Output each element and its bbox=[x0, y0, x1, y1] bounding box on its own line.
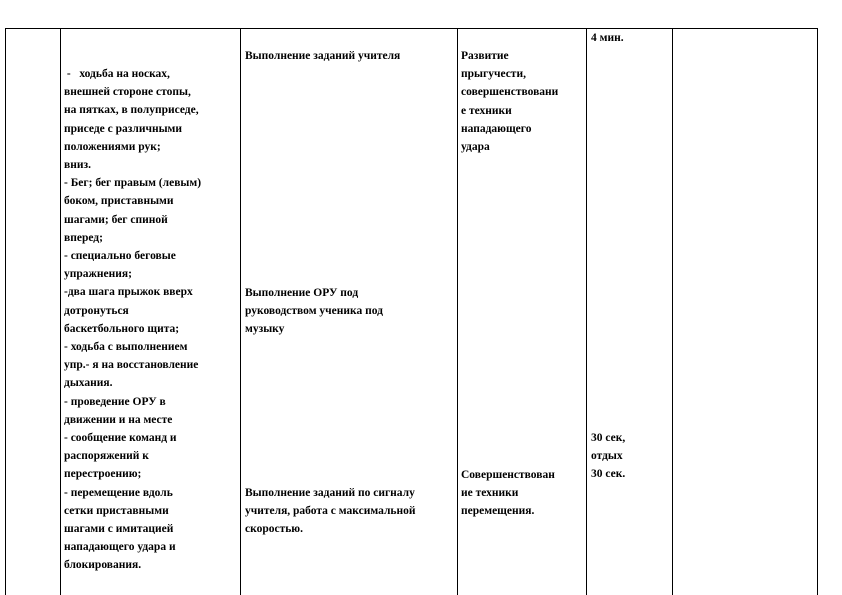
text-line: отдых bbox=[591, 450, 623, 463]
text-line: удара bbox=[461, 141, 490, 154]
text-line: - перемещение вдоль bbox=[64, 486, 173, 499]
text-line: - Бег; бег правым (левым) bbox=[64, 177, 202, 190]
text-line: вниз. bbox=[64, 159, 91, 172]
text-line: скоростью. bbox=[245, 523, 303, 536]
text-line: прыгучести, bbox=[461, 68, 526, 81]
text-line: 4 мин. bbox=[591, 32, 624, 44]
duration-cell-1 bbox=[591, 29, 624, 47]
text-line: нападающего удара и bbox=[64, 541, 176, 554]
duration-cell-2 bbox=[591, 429, 625, 484]
text-line: нападающего bbox=[461, 122, 532, 135]
text-line: совершенствовани bbox=[461, 86, 559, 99]
text-line: 30 сек, bbox=[591, 432, 626, 444]
text-line: шагами с имитацией bbox=[64, 523, 174, 536]
text-line: боком, приставными bbox=[64, 195, 174, 208]
table-border-col-4 bbox=[586, 28, 587, 595]
text-line: - ходьба на носках, bbox=[64, 68, 170, 80]
goal-cell-2 bbox=[461, 466, 555, 521]
student-activity-cell-1 bbox=[245, 47, 400, 65]
text-line: Совершенствован bbox=[461, 469, 555, 481]
table-border-col-0 bbox=[5, 28, 6, 595]
text-line: упражнения; bbox=[64, 268, 132, 281]
table-border-col-3 bbox=[457, 28, 458, 595]
text-line: перестроению; bbox=[64, 468, 142, 481]
text-line: перемещения. bbox=[461, 505, 535, 518]
student-activity-cell-2 bbox=[245, 284, 383, 339]
text-line: дотронуться bbox=[64, 304, 129, 317]
text-line: Выполнение ОРУ под bbox=[245, 287, 359, 299]
table-border-col-5 bbox=[672, 28, 673, 595]
text-line: - сообщение команд и bbox=[64, 432, 177, 445]
table-border-col-1 bbox=[60, 28, 61, 595]
text-line: положениями рук; bbox=[64, 140, 161, 153]
table-top-border bbox=[5, 28, 818, 29]
text-line: вперед; bbox=[64, 231, 103, 244]
text-line: приседе с различными bbox=[64, 122, 183, 135]
table-border-col-2 bbox=[240, 28, 241, 595]
student-activity-cell-3 bbox=[245, 484, 416, 539]
text-line: баскетбольного щита; bbox=[64, 322, 180, 335]
text-line: Выполнение заданий по сигналу bbox=[245, 487, 415, 499]
text-line: ие техники bbox=[461, 487, 519, 500]
text-line: блокирования. bbox=[64, 559, 142, 572]
text-line: движении и на месте bbox=[64, 413, 173, 426]
text-line: 30 сек. bbox=[591, 468, 626, 481]
text-line: Развитие bbox=[461, 50, 509, 62]
text-line: е техники bbox=[461, 104, 512, 117]
table-border-col-6 bbox=[817, 28, 818, 595]
text-line: - специально беговые bbox=[64, 250, 176, 263]
text-line: Выполнение заданий учителя bbox=[245, 50, 401, 62]
text-line: музыку bbox=[245, 323, 285, 336]
text-line: внешней стороне стопы, bbox=[64, 86, 191, 99]
text-line: шагами; бег спиной bbox=[64, 213, 168, 226]
text-line: -два шага прыжок вверх bbox=[64, 286, 193, 299]
text-line: - проведение ОРУ в bbox=[64, 395, 166, 408]
text-line: сетки приставными bbox=[64, 504, 169, 517]
exercise-list-cell bbox=[64, 65, 201, 575]
goal-cell-1 bbox=[461, 47, 558, 156]
text-line: на пятках, в полуприседе, bbox=[64, 104, 199, 117]
text-line: - ходьба с выполнением bbox=[64, 341, 188, 354]
text-line: учителя, работа с максимальной bbox=[245, 505, 416, 518]
text-line: распоряжений к bbox=[64, 450, 149, 463]
text-line: руководством ученика под bbox=[245, 305, 383, 318]
text-line: дыхания. bbox=[64, 377, 113, 390]
text-line: упр.- я на восстановление bbox=[64, 359, 199, 372]
